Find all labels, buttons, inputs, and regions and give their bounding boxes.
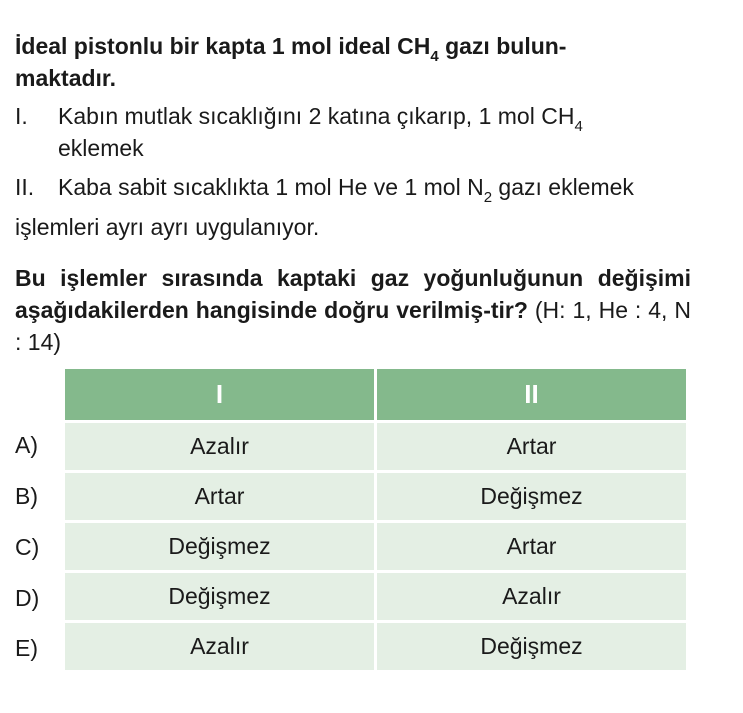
option-label-d[interactable]: D) bbox=[15, 585, 40, 611]
cell-ii: Değişmez bbox=[377, 473, 686, 520]
header-ii: II bbox=[377, 369, 686, 420]
option-label-b[interactable]: B) bbox=[15, 483, 38, 509]
statement-ii-text: Kaba sabit sıcaklıkta 1 mol He ve 1 mol $N_2$ gazı eklemek bbox=[58, 174, 634, 206]
intro-line2: maktadır. bbox=[15, 65, 116, 91]
question-intro bbox=[15, 30, 705, 94]
cell-ii: Artar bbox=[377, 423, 686, 470]
cell-ii: Azalır bbox=[377, 573, 686, 620]
table-row[interactable] bbox=[65, 423, 686, 470]
cell-i: Azalır bbox=[65, 623, 374, 670]
table-header-row bbox=[65, 369, 686, 420]
intro-text-end: gazı bulun- bbox=[438, 33, 567, 59]
option-label-a[interactable]: A) bbox=[15, 432, 38, 458]
intro-text: İdeal pistonlu bir kapta 1 mol ideal CH bbox=[15, 33, 431, 59]
intro-subscript: 4 bbox=[430, 48, 439, 65]
question-main-bold: Bu işlemler sırasında kaptaki gaz yoğunluğunun değişimi aşağıdakilerden hangisinde doğru verilmiş-tir? bbox=[15, 265, 691, 323]
statement-i-text: Kabın mutlak sıcaklığını 2 katına çıkarıp, 1 mol $CH_4$ eklemek bbox=[58, 103, 583, 161]
cell-i: Artar bbox=[65, 473, 374, 520]
statement-ii-number: II. bbox=[15, 174, 35, 200]
answer-table bbox=[62, 366, 689, 673]
cell-i: Değişmez bbox=[65, 523, 374, 570]
cell-i: Azalır bbox=[65, 423, 374, 470]
statement-i-number: I. bbox=[15, 103, 28, 129]
atomic-masses: (H: 1, He : 4, N : 14) bbox=[15, 297, 692, 355]
table-row[interactable] bbox=[65, 623, 686, 670]
cell-i: Değişmez bbox=[65, 573, 374, 620]
table-row[interactable] bbox=[65, 573, 686, 620]
option-label-c[interactable]: C) bbox=[15, 534, 40, 560]
cell-ii: Değişmez bbox=[377, 623, 686, 670]
table-row[interactable] bbox=[65, 523, 686, 570]
question-main bbox=[15, 262, 691, 358]
cell-ii: Artar bbox=[377, 523, 686, 570]
table-row[interactable] bbox=[65, 473, 686, 520]
statement-outro: işlemleri ayrı ayrı uygulanıyor. bbox=[15, 214, 320, 240]
header-i: I bbox=[65, 369, 374, 420]
option-label-e[interactable]: E) bbox=[15, 635, 38, 661]
